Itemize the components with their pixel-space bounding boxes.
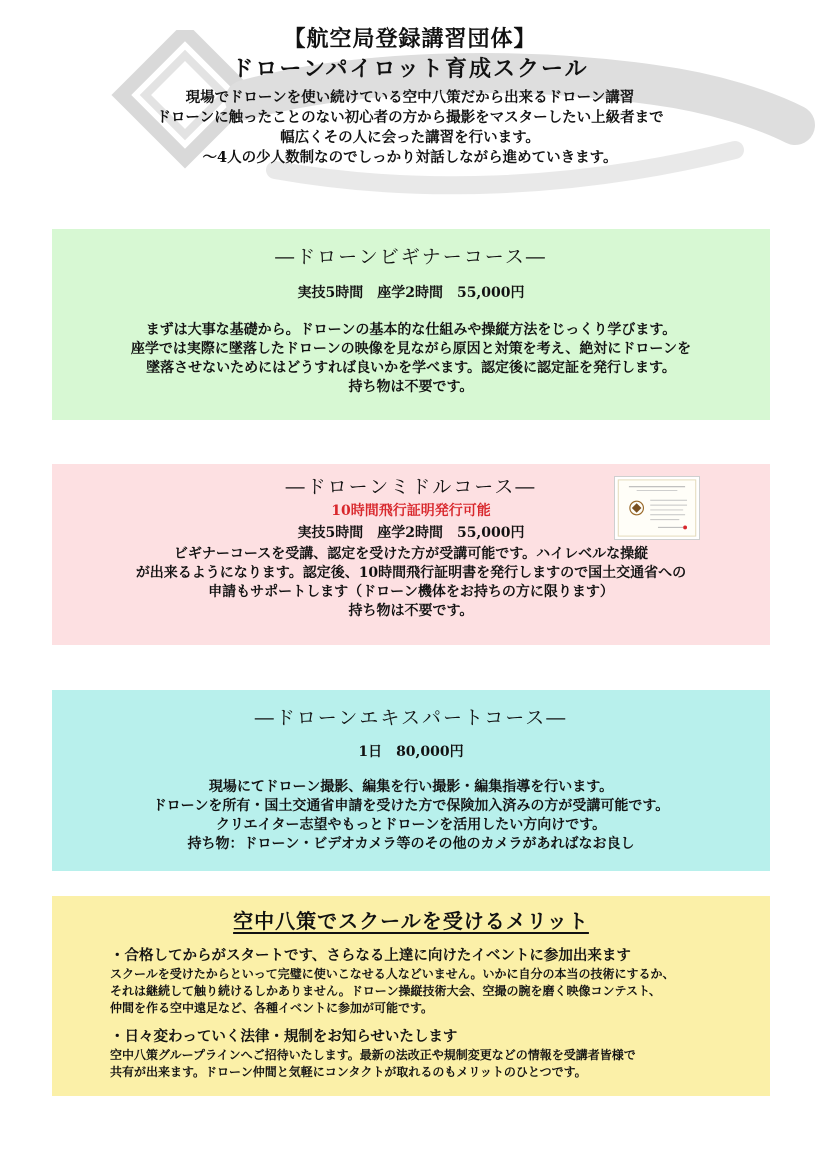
certificate-image [614, 476, 700, 540]
merit-heading: ・合格してからがスタートです、さらなる上達に向けたイベントに参加出来ます [110, 947, 631, 964]
course-price: 実技5時間 座学2時間 55,000円 [297, 525, 525, 541]
description-line: 座学では実際に墜落したドローンの映像を見ながら原因と対策を考え、絶対にドローンを [130, 341, 692, 357]
merit-body-line: 空中八策グループラインへご招待いたします。最新の法改正や規制変更などの情報を受講者皆様で [110, 1048, 636, 1062]
description-line: まずは大事な基礎から。ドローンの基本的な仕組みや操縦方法をじっくり学びます。 [145, 322, 677, 338]
merit-item [52, 946, 770, 1017]
page-header [0, 24, 820, 168]
merit-body-line: スクールを受けたからといって完璧に使いこなせる人などいません。いかに自分の本当の技術にするか、 [110, 967, 675, 981]
organization-title: 【航空局登録講習団体】 [283, 26, 537, 52]
description-line: 持ち物は不要です。 [348, 379, 474, 395]
description-line: ビギナーコースを受講、認定を受けた方が受講可能です。ハイレベルな操縦 [173, 546, 649, 562]
beginner-course-card [52, 229, 770, 420]
merit-body [110, 1047, 750, 1081]
merit-body-line: 共有が出来ます。ドローン仲間と気軽にコンタクトが取れるのもメリットのひとつです。 [110, 1065, 587, 1079]
intro-text [0, 88, 820, 168]
description-line: 申請もサポートします（ドローン機体をお持ちの方に限ります） [208, 584, 614, 600]
school-title: ドローンパイロット育成スクール [231, 56, 589, 82]
course-description [52, 321, 770, 397]
merit-body-line: それは継続して触り続けるしかありません。ドローン操縦技術大会、空撮の腕を磨く映像コンテスト、 [110, 984, 661, 998]
intro-line: ドローンに触ったことのない初心者の方から撮影をマスターしたい上級者まで [156, 109, 664, 126]
intro-line: 〜4人の少人数制なのでしっかり対話しながら進めていきます。 [202, 149, 618, 166]
certificate-note: 10時間飛行証明発行可能 [331, 503, 491, 519]
merit-body [110, 966, 750, 1017]
description-line: 持ち物：ドローン・ビデオカメラ等のその他のカメラがあればなお良し [187, 836, 635, 852]
description-line: クリエイター志望やもっとドローンを活用したい方向けです。 [215, 817, 607, 833]
merit-heading: ・日々変わっていく法律・規制をお知らせいたします [110, 1028, 458, 1045]
course-price: 1日 80,000円 [358, 744, 464, 760]
merits-title: 空中八策でスクールを受けるメリット [233, 909, 589, 933]
course-description [52, 778, 770, 854]
middle-course-card [52, 464, 770, 645]
course-title: ―ドローンビギナーコース― [275, 246, 547, 268]
expert-course-card [52, 690, 770, 871]
merits-card [52, 896, 770, 1096]
intro-line: 現場でドローンを使い続けている空中八策だから出来るドローン講習 [185, 89, 635, 106]
course-price: 実技5時間 座学2時間 55,000円 [297, 285, 525, 301]
description-line: 現場にてドローン撮影、編集を行い撮影・編集指導を行います。 [208, 779, 614, 795]
course-title: ―ドローンミドルコース― [285, 476, 537, 498]
description-line: 持ち物は不要です。 [348, 603, 474, 619]
merit-body-line: 仲間を作る空中遠足など、各種イベントに参加が可能です。 [110, 1001, 434, 1015]
intro-line: 幅広くその人に会った講習を行います。 [280, 129, 540, 146]
description-line: が出来るようになります。認定後、10時間飛行証明書を発行しますので国土交通省への [135, 565, 687, 581]
description-line: 墜落させないためにはどうすれば良いかを学べます。認定後に認定証を発行します。 [146, 360, 676, 376]
description-line: ドローンを所有・国土交通省申請を受けた方で保険加入済みの方が受講可能です。 [152, 798, 670, 814]
merit-item [52, 1027, 770, 1081]
course-title: ―ドローンエキスパートコース― [254, 707, 568, 729]
course-description [52, 545, 770, 621]
